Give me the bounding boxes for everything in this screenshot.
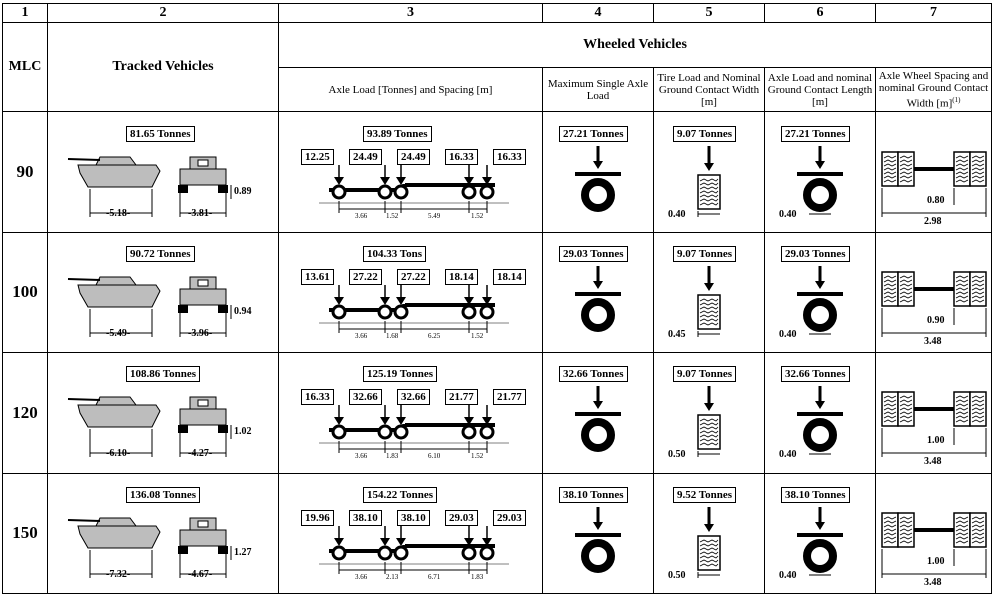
tracked-load: 90.72 Tonnes	[126, 246, 195, 262]
axle-spacing: 1.68	[386, 331, 399, 340]
tracked-cell	[48, 473, 279, 593]
wheel-span: 3.48	[924, 335, 942, 347]
dual-wheel-diagram	[876, 353, 992, 472]
tank-illustration	[48, 474, 279, 593]
wheel-gap: 1.00	[927, 555, 945, 567]
axle-load: 24.49	[397, 149, 430, 165]
axle-diagram	[279, 113, 543, 232]
track-side: 0.89	[234, 185, 252, 197]
axle-load: 21.77	[445, 389, 478, 405]
tire-load-cell	[654, 232, 765, 352]
track-left	[178, 305, 188, 313]
wheel-gap: 0.80	[927, 194, 945, 206]
axle-arrow-head	[396, 417, 406, 425]
axle-wheel-drawing	[876, 233, 991, 352]
axle-diagram	[279, 353, 543, 472]
axle-load: 32.66	[397, 389, 430, 405]
track-left	[178, 185, 188, 193]
tire-load-cell	[654, 473, 765, 593]
axle-length-cell	[765, 353, 876, 473]
axle-spacing: 3.66	[355, 572, 368, 581]
tire-load-header: Tire Load and Nominal Ground Contact Width [m]	[654, 68, 765, 112]
wheel-span: 3.48	[924, 576, 942, 588]
wheel-gap: 1.00	[927, 435, 945, 447]
axle-wheel-header	[876, 68, 992, 112]
axle-arrow-head	[396, 297, 406, 305]
axle-load: 18.14	[493, 269, 526, 285]
wheel	[333, 547, 345, 559]
track-length: -5.49-	[106, 327, 131, 339]
tire-width: 0.40	[668, 208, 686, 220]
mlc-value: 120	[3, 353, 48, 473]
mlc-row	[3, 473, 992, 593]
single-wheel-diagram	[543, 233, 654, 352]
tracked-load: 136.08 Tonnes	[126, 487, 200, 503]
tank-front-body	[180, 169, 226, 185]
axle-length-cell	[765, 112, 876, 232]
load-arrow-head	[704, 403, 714, 411]
footnote-marker: (1)	[952, 95, 961, 104]
axle-load: 24.49	[349, 149, 382, 165]
axle-arrow-head	[334, 297, 344, 305]
tire	[807, 182, 833, 208]
track-length: -5.18-	[106, 207, 131, 219]
tracked-drawing	[48, 113, 278, 232]
axle-load: 13.61	[301, 269, 334, 285]
tire-load-drawing	[654, 474, 764, 593]
tank-turret	[96, 157, 136, 165]
axle-length-drawing	[765, 113, 875, 232]
max-single-load: 32.66 Tonnes	[559, 366, 628, 382]
tire-load: 9.52 Tonnes	[673, 487, 736, 503]
tank-turret	[96, 397, 136, 405]
track-width: -4.27-	[188, 448, 213, 460]
axle-cell	[279, 353, 543, 473]
track-side: 0.94	[234, 305, 252, 317]
axle-spacing: 1.83	[471, 572, 484, 581]
load-arrow-head	[593, 281, 603, 289]
single-wheel-diagram	[543, 353, 654, 472]
mlc-table	[2, 3, 992, 594]
axle-drawing	[279, 353, 542, 472]
axle-spacing: 1.52	[386, 211, 399, 220]
axle-diagram	[279, 233, 543, 352]
axle-spacing: 1.83	[386, 452, 399, 461]
tank-gun	[68, 159, 100, 160]
axle-load: 27.22	[397, 269, 430, 285]
load-arrow-head	[704, 163, 714, 171]
dual-wheel-diagram	[876, 113, 992, 232]
track-left	[178, 425, 188, 433]
tire	[585, 302, 611, 328]
axle-load: 29.03	[445, 510, 478, 526]
contact-length: 0.40	[779, 449, 797, 461]
tire-width: 0.45	[668, 328, 686, 340]
axle-load: 19.96	[301, 510, 334, 526]
axle-length-load: 27.21 Tonnes	[781, 126, 850, 142]
axle-load: 29.03	[493, 510, 526, 526]
tire	[807, 543, 833, 569]
mlc-value: 150	[3, 473, 48, 593]
max-single-drawing	[543, 233, 653, 352]
wheeled-total: 104.33 Tons	[363, 246, 426, 262]
tank-turret	[96, 518, 136, 526]
dual-wheel-diagram	[876, 474, 992, 593]
max-single-cell	[543, 353, 654, 473]
axle-cell	[279, 473, 543, 593]
mlc-row	[3, 353, 992, 473]
load-arrow-head	[704, 283, 714, 291]
axle-spacing: 3.66	[355, 331, 368, 340]
tire-load: 9.07 Tonnes	[673, 366, 736, 382]
axle-arrow-head	[334, 177, 344, 185]
axle-length-cell	[765, 473, 876, 593]
wheel	[481, 547, 493, 559]
track-right	[218, 305, 228, 313]
tank-hull	[78, 285, 160, 307]
tracked-cell	[48, 232, 279, 352]
load-arrow-head	[593, 522, 603, 530]
load-arrow-head	[815, 281, 825, 289]
col-number: 2	[48, 4, 279, 23]
axle-load: 16.33	[445, 149, 478, 165]
wheel	[463, 426, 475, 438]
max-single-drawing	[543, 474, 653, 593]
wheel	[463, 547, 475, 559]
track-width: -4.67-	[188, 568, 213, 580]
col-number: 3	[279, 4, 543, 23]
axle-load: 12.25	[301, 149, 334, 165]
max-single-cell	[543, 112, 654, 232]
wheel-span: 2.98	[924, 215, 942, 227]
tire-load-drawing	[654, 353, 764, 472]
tank-gun	[68, 279, 100, 280]
max-single-cell	[543, 232, 654, 352]
axle-spacing: 6.10	[428, 452, 441, 461]
axle-spacing: 1.52	[471, 211, 484, 220]
col-number: 6	[765, 4, 876, 23]
load-arrow-head	[815, 522, 825, 530]
column-number-row	[3, 4, 992, 23]
tank-turret	[96, 277, 136, 285]
axle-spacing: 6.25	[428, 331, 441, 340]
axle-arrow-head	[380, 177, 390, 185]
axle-drawing	[279, 474, 542, 593]
track-right	[218, 425, 228, 433]
tire	[585, 543, 611, 569]
track-side: 1.02	[234, 426, 252, 438]
wheeled-header: Wheeled Vehicles	[279, 23, 992, 68]
axle-wheel-cell	[876, 353, 992, 473]
axle-wheel-drawing	[876, 474, 991, 593]
axle-cell	[279, 112, 543, 232]
tank-front-body	[180, 530, 226, 546]
wheeled-total: 125.19 Tonnes	[363, 366, 437, 382]
axle-load: 16.33	[493, 149, 526, 165]
tank-front-body	[180, 289, 226, 305]
axle-drawing	[279, 233, 542, 352]
tank-front-hatch	[198, 521, 208, 527]
axle-spacing: 3.66	[355, 211, 368, 220]
axle-spacing: 2.13	[386, 572, 399, 581]
axle-arrow-head	[334, 417, 344, 425]
axle-wheel-drawing	[876, 113, 991, 232]
axle-spacing: 6.71	[428, 572, 441, 581]
tire	[807, 422, 833, 448]
wheel	[395, 426, 407, 438]
load-arrow-head	[593, 401, 603, 409]
wheel	[379, 426, 391, 438]
wheel	[395, 306, 407, 318]
tracked-drawing	[48, 474, 278, 593]
tracked-drawing	[48, 233, 278, 352]
axle-cell	[279, 232, 543, 352]
mlc-value: 90	[3, 112, 48, 232]
wheel	[395, 186, 407, 198]
wheel	[463, 306, 475, 318]
axle-spacing: 1.52	[471, 331, 484, 340]
col-number: 4	[543, 4, 654, 23]
axle-length-drawing	[765, 353, 875, 472]
axle-arrow-head	[380, 417, 390, 425]
track-right	[218, 546, 228, 554]
wheeled-total: 93.89 Tonnes	[363, 126, 432, 142]
axle-wheel-cell	[876, 112, 992, 232]
tracked-cell	[48, 353, 279, 473]
tracked-load: 81.65 Tonnes	[126, 126, 195, 142]
tank-front-hatch	[198, 160, 208, 166]
header-row-1	[3, 23, 992, 68]
tracked-cell	[48, 112, 279, 232]
mlc-row	[3, 232, 992, 352]
col-number: 1	[3, 4, 48, 23]
max-single-header: Maximum Single Axle Load	[543, 68, 654, 112]
tank-illustration	[48, 353, 279, 472]
max-single-cell	[543, 473, 654, 593]
axle-spacing: 3.66	[355, 452, 368, 461]
tire-load: 9.07 Tonnes	[673, 246, 736, 262]
max-single-load: 38.10 Tonnes	[559, 487, 628, 503]
axle-wheel-header-text: Axle Wheel Spacing and nominal Ground Contact Width [m]	[878, 69, 989, 110]
max-single-drawing	[543, 353, 653, 472]
tire	[807, 302, 833, 328]
col-number: 7	[876, 4, 992, 23]
tank-hull	[78, 405, 160, 427]
tire-width: 0.50	[668, 449, 686, 461]
tire-load: 9.07 Tonnes	[673, 126, 736, 142]
load-arrow-head	[593, 161, 603, 169]
axle-load: 38.10	[349, 510, 382, 526]
axle-diagram	[279, 474, 543, 593]
wheel	[463, 186, 475, 198]
tank-hull	[78, 526, 160, 548]
tire	[585, 182, 611, 208]
axle-load: 32.66	[349, 389, 382, 405]
contact-length: 0.40	[779, 208, 797, 220]
tire-load-drawing	[654, 233, 764, 352]
axle-load-header: Axle Load [Tonnes] and Spacing [m]	[279, 68, 543, 112]
tracked-drawing	[48, 353, 278, 472]
mlc-row	[3, 112, 992, 232]
axle-wheel-cell	[876, 232, 992, 352]
axle-spacing: 1.52	[471, 452, 484, 461]
wheel-gap: 0.90	[927, 314, 945, 326]
wheel	[379, 547, 391, 559]
axle-length-cell	[765, 232, 876, 352]
wheel	[481, 306, 493, 318]
load-arrow-head	[815, 161, 825, 169]
tank-gun	[68, 399, 100, 400]
axle-load: 16.33	[301, 389, 334, 405]
axle-load: 18.14	[445, 269, 478, 285]
tracked-header: Tracked Vehicles	[48, 23, 279, 112]
tank-gun	[68, 520, 100, 521]
load-arrow-head	[704, 524, 714, 532]
track-width: -3.96-	[188, 327, 213, 339]
col-number: 5	[654, 4, 765, 23]
axle-load: 21.77	[493, 389, 526, 405]
single-wheel-diagram	[543, 113, 654, 232]
track-left	[178, 546, 188, 554]
axle-wheel-drawing	[876, 353, 991, 472]
axle-arrow-head	[396, 538, 406, 546]
wheel	[395, 547, 407, 559]
track-width: -3.81-	[188, 207, 213, 219]
track-right	[218, 185, 228, 193]
tank-hull	[78, 165, 160, 187]
single-wheel-diagram	[543, 474, 654, 593]
wheel	[379, 186, 391, 198]
axle-length-load: 32.66 Tonnes	[781, 366, 850, 382]
axle-wheel-cell	[876, 473, 992, 593]
wheel	[333, 306, 345, 318]
mlc-value: 100	[3, 232, 48, 352]
tank-illustration	[48, 233, 279, 352]
axle-arrow-head	[380, 538, 390, 546]
tracked-load: 108.86 Tonnes	[126, 366, 200, 382]
max-single-load: 29.03 Tonnes	[559, 246, 628, 262]
track-length: -6.10-	[106, 448, 131, 460]
wheel	[481, 186, 493, 198]
wheel	[333, 186, 345, 198]
dual-wheel-diagram	[876, 233, 992, 352]
axle-length-load: 29.03 Tonnes	[781, 246, 850, 262]
wheel-span: 3.48	[924, 456, 942, 468]
max-single-drawing	[543, 113, 653, 232]
tire-load-cell	[654, 353, 765, 473]
wheel	[379, 306, 391, 318]
wheel	[333, 426, 345, 438]
axle-length-drawing	[765, 233, 875, 352]
tire	[585, 422, 611, 448]
axle-length-drawing	[765, 474, 875, 593]
axle-length-header: Axle Load and nominal Ground Contact Length [m]	[765, 68, 876, 112]
axle-arrow-head	[380, 297, 390, 305]
tire-width: 0.50	[668, 569, 686, 581]
mlc-header: MLC	[3, 23, 48, 112]
tire-load-cell	[654, 112, 765, 232]
tire-load-drawing	[654, 113, 764, 232]
tank-front-body	[180, 409, 226, 425]
tank-front-hatch	[198, 400, 208, 406]
load-arrow-head	[815, 401, 825, 409]
wheeled-total: 154.22 Tonnes	[363, 487, 437, 503]
track-side: 1.27	[234, 546, 252, 558]
axle-load: 27.22	[349, 269, 382, 285]
axle-arrow-head	[396, 177, 406, 185]
axle-length-load: 38.10 Tonnes	[781, 487, 850, 503]
contact-length: 0.40	[779, 569, 797, 581]
tank-illustration	[48, 113, 279, 232]
max-single-load: 27.21 Tonnes	[559, 126, 628, 142]
axle-arrow-head	[334, 538, 344, 546]
wheel	[481, 426, 493, 438]
axle-load: 38.10	[397, 510, 430, 526]
axle-spacing: 5.49	[428, 211, 441, 220]
contact-length: 0.40	[779, 328, 797, 340]
axle-drawing	[279, 113, 542, 232]
track-length: -7.32-	[106, 568, 131, 580]
tank-front-hatch	[198, 280, 208, 286]
